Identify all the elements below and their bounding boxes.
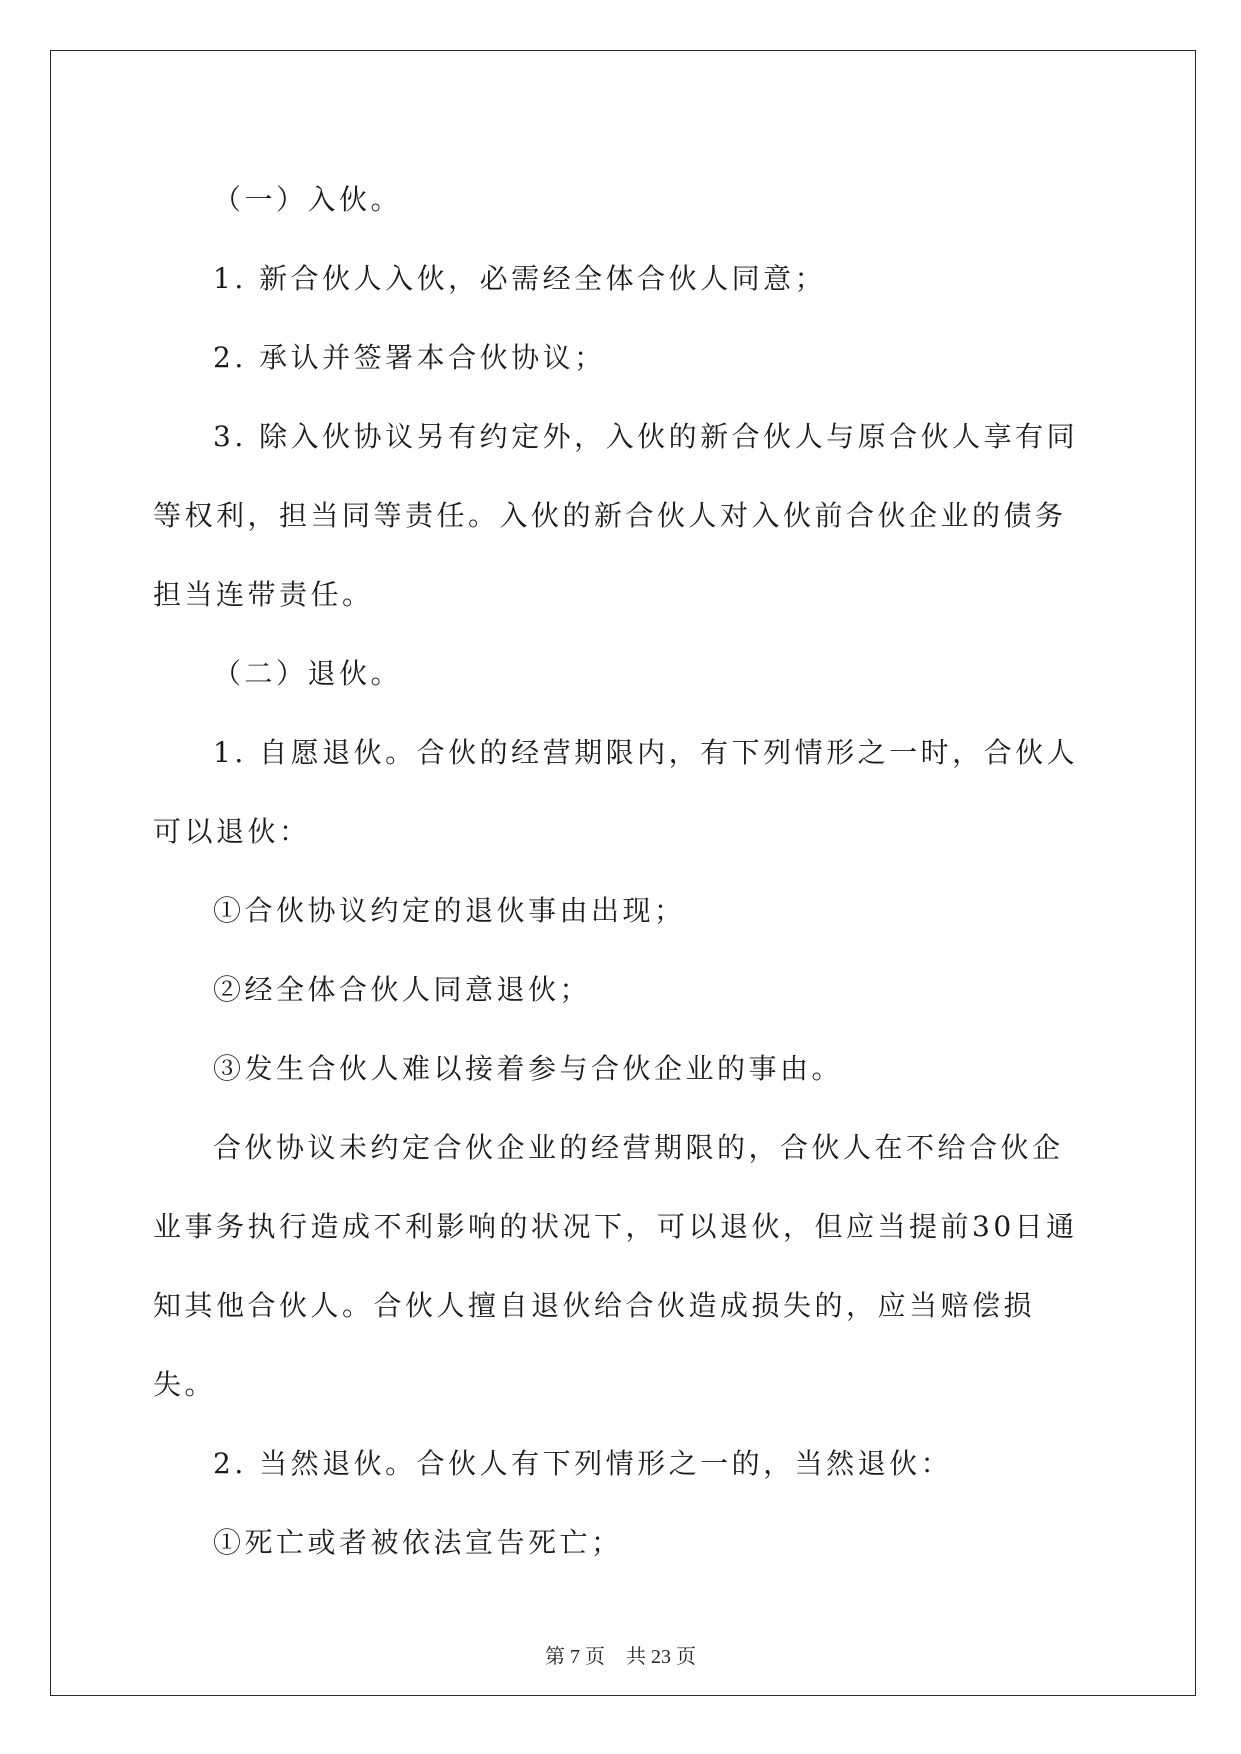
paragraph: 2. 当然退伙。合伙人有下列情形之一的，当然退伙： — [213, 1447, 953, 1480]
page-number: 第 7 页 — [545, 1646, 605, 1668]
page-footer — [0, 1640, 1241, 1669]
paragraph: 2. 承认并签署本合伙协议； — [213, 341, 606, 374]
document-body — [153, 160, 1088, 1582]
paragraph: （一）入伙。 — [213, 183, 403, 216]
paragraph: ③发生合伙人难以接着参与合伙企业的事由。 — [213, 1052, 844, 1085]
paragraph: 1. 新合伙人入伙，必需经全体合伙人同意； — [213, 262, 827, 295]
paragraph: 合伙协议未约定合伙企业的经营期限的，合伙人在不给合伙企业事务执行造成不利影响的状况下，可以退伙，但应当提前30日通知其他合伙人。合伙人擅自退伙给合伙造成损失的，应当赔偿损失。 — [153, 1131, 1078, 1401]
paragraph: ①合伙协议约定的退伙事由出现； — [213, 894, 686, 927]
paragraph: ②经全体合伙人同意退伙； — [213, 973, 592, 1006]
paragraph: 1. 自愿退伙。合伙的经营期限内，有下列情形之一时，合伙人可以退伙： — [153, 736, 1079, 848]
paragraph: （二）退伙。 — [213, 657, 403, 690]
paragraph: ①死亡或者被依法宣告死亡； — [213, 1526, 623, 1559]
page-total: 共 23 页 — [626, 1646, 696, 1668]
paragraph: 3. 除入伙协议另有约定外，入伙的新合伙人与原合伙人享有同等权利，担当同等责任。入伙的新合伙人对入伙前合伙企业的债务担当连带责任。 — [153, 420, 1079, 611]
